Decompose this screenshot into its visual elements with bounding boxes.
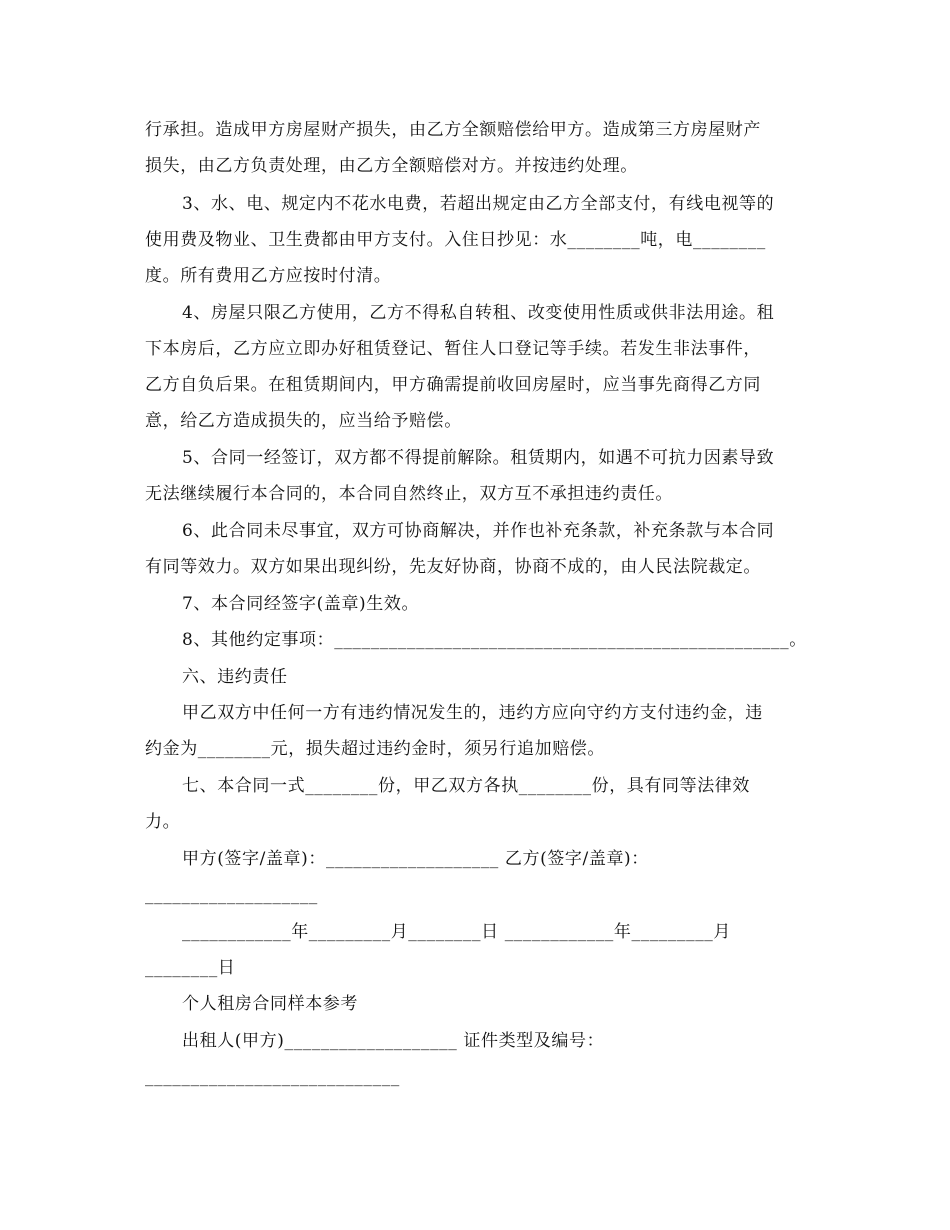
text-line: 下本房后，乙方应立即办好租赁登记、暂住人口登记等手续。若发生非法事件， bbox=[145, 339, 761, 359]
text-line: 6、此合同未尽事宜，双方可协商解决，并作也补充条款，补充条款与本合同 bbox=[182, 521, 775, 541]
text-line: 乙方自负后果。在租赁期间内，甲方确需提前收回房屋时，应当事先商得乙方同 bbox=[145, 375, 761, 395]
text-line: 行承担。造成甲方房屋财产损失，由乙方全额赔偿给甲方。造成第三方房屋财产 bbox=[145, 120, 761, 140]
date-line: ________日 bbox=[145, 958, 236, 978]
text-line: 力。 bbox=[145, 812, 181, 832]
text-line: 3、水、电、规定内不花水电费，若超出规定由乙方全部支付，有线电视等的 bbox=[182, 194, 775, 214]
text-line: 使用费及物业、卫生费都由甲方支付。入住日抄见：水________吨，电________ bbox=[145, 230, 766, 250]
text-line: 意，给乙方造成损失的，应当给予赔偿。 bbox=[145, 411, 462, 431]
text-line: 七、本合同一式________份，甲乙双方各执________份，具有同等法律效 bbox=[182, 776, 750, 796]
section-heading: 个人租房合同样本参考 bbox=[182, 994, 358, 1014]
text-line: ____________________________ bbox=[145, 1067, 400, 1087]
text-line: 5、合同一经签订，双方都不得提前解除。租赁期内，如遇不可抗力因素导致 bbox=[182, 448, 775, 468]
text-line: 甲乙双方中任何一方有违约情况发生的，违约方应向守约方支付违约金，违 bbox=[182, 703, 763, 723]
text-line: 4、房屋只限乙方使用，乙方不得私自转租、改变使用性质或供非法用途。租 bbox=[182, 303, 775, 323]
signature-line: 甲方(签字/盖章)：___________________ 乙方(签字/盖章)： bbox=[182, 849, 649, 869]
section-heading: 六、违约责任 bbox=[182, 667, 288, 687]
text-line: 损失，由乙方负责处理，由乙方全额赔偿对方。并按违约处理。 bbox=[145, 156, 638, 176]
date-line: ____________年_________月________日 ____________年_________月 bbox=[182, 922, 732, 942]
text-line: 有同等效力。双方如果出现纠纷，先友好协商，协商不成的，由人民法院裁定。 bbox=[145, 557, 761, 577]
text-line: 8、其他约定事项：__________________________________________________。 bbox=[182, 630, 807, 650]
text-line: 度。所有费用乙方应按时付清。 bbox=[145, 266, 392, 286]
text-line: 无法继续履行本合同的，本合同自然终止，双方互不承担违约责任。 bbox=[145, 484, 673, 504]
text-line: 约金为________元，损失超过违约金时，须另行追加赔偿。 bbox=[145, 739, 605, 759]
signature-line: ___________________ bbox=[145, 885, 318, 905]
text-line: 7、本合同经签字(盖章)生效。 bbox=[182, 594, 420, 614]
text-line: 出租人(甲方)___________________ 证件类型及编号： bbox=[182, 1031, 605, 1051]
